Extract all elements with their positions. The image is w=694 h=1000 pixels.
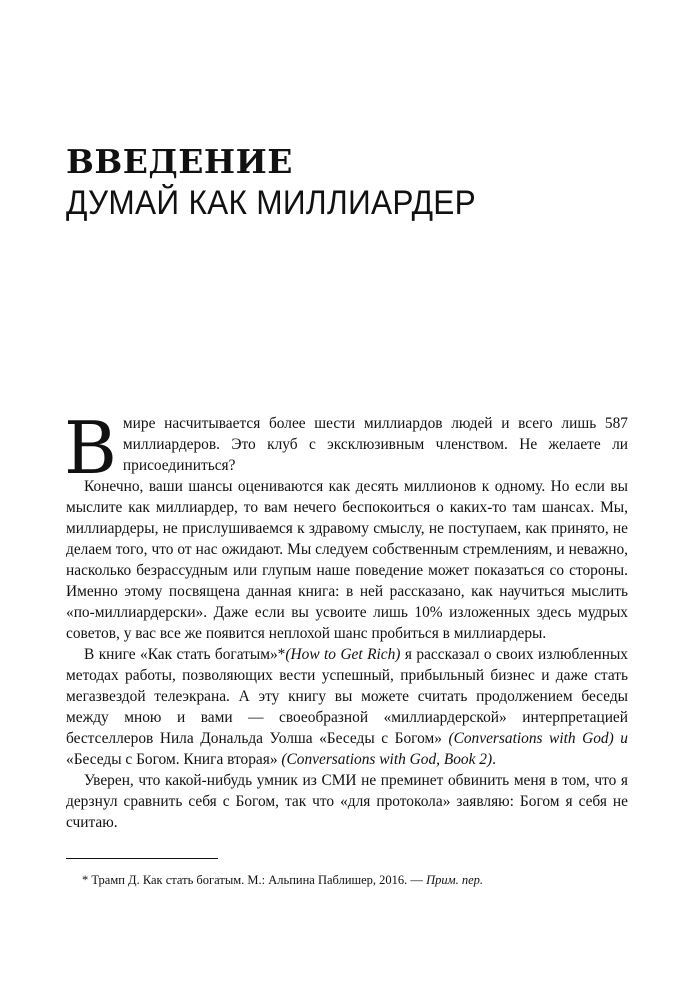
paragraph-3-italic: (How to Get Rich) [285,646,401,663]
chapter-label: ВВЕДЕНИЕ [66,142,293,181]
footnote-text: * Трамп Д. Как стать богатым. М.: Альпина Паблишер, 2016. — [82,873,427,887]
chapter-title: ДУМАЙ КАК МИЛЛИАРДЕР [66,184,477,222]
paragraph-3-part: я рассказал о своих излюбленных методах работы, позволяющих вести успешный, прибыльный бизнес и даже стать мегазвездой телеэкрана. А эту книгу вы можете считать продолжением беседы между мною и вами — своеобразной «миллиардерской» интерпретацией бестселлеров Нила Дональда Уолша «Беседы с Богом» [66,646,628,747]
paragraph-3 [66,644,628,770]
paragraph-3-italic: (Conversations with God, Book 2) [281,751,493,768]
drop-cap: В [64,406,117,490]
paragraph-4: Уверен, что какой-нибудь умник из СМИ не преминет обвинить меня в том, что я дерзнул сравнить себя с Богом, так что «для протокола» заявляю: Богом я себя не считаю. [66,772,628,831]
paragraph-1 [64,406,628,490]
body-text [64,406,628,833]
paragraph-3-part: . [492,751,496,768]
paragraph-1-text: мире насчитывается более шести миллиардов людей и всего лишь 587 миллиардеров. Это клуб с эксклюзивным членством. Не желаете ли присоединиться? [122,415,628,474]
paragraph-3-part: В книге «Как стать богатым»* [84,646,286,663]
footnote-divider [66,858,218,859]
paragraph-3-part: «Беседы с Богом. Книга вторая» [66,751,282,768]
paragraph-3-italic: (Conversations with God) и [448,730,628,747]
footnote-note: Прим. пер. [426,873,483,887]
paragraph-2: Конечно, ваши шансы оцениваются как десять миллионов к одному. Но если вы мыслите как миллиардер, то вам нечего беспокоиться о каких-то там шансах. Мы, миллиардеры, не прислушиваемся к здравому смыслу, не поступаем, как принято, не делаем того, что от нас ожидают. Мы следуем собственным стремлениям, и неважно, насколько безрассудным или глупым наше поведение может показаться со стороны. Именно этому посвящена данная книга: в ней рассказано, как научиться мыслить «по-миллиардерски». Даже если вы усвоите лишь 10% изложенных здесь мудрых советов, у вас все же появится неплохой шанс пробиться в миллиардеры. [66,478,628,642]
footnote [82,872,642,888]
chapter-heading [66,143,626,225]
